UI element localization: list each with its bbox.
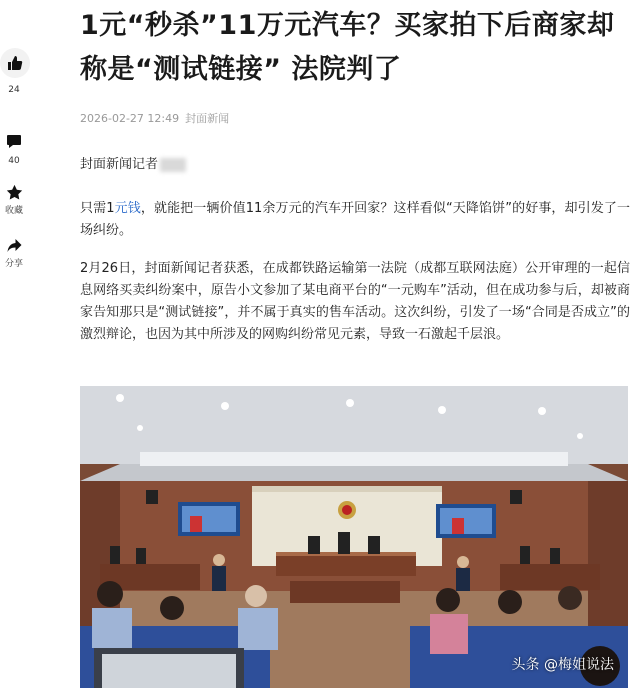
action-sidebar <box>0 0 38 688</box>
byline <box>80 156 630 174</box>
comment-count: 40 <box>8 156 20 166</box>
byline-text: 封面新闻记者 <box>80 157 159 172</box>
comment-button[interactable] <box>0 133 28 166</box>
like-icon-circle <box>0 48 30 78</box>
comment-icon <box>6 133 22 149</box>
like-count: 24 <box>8 85 20 95</box>
share-icon <box>6 238 23 254</box>
like-button[interactable] <box>0 48 28 95</box>
publish-date: 2026-02-27 12:49 <box>80 112 180 125</box>
article-meta <box>80 112 630 126</box>
blurred-name <box>160 158 186 172</box>
paragraph-1 <box>80 198 630 242</box>
star-icon <box>6 184 23 201</box>
source-link[interactable]: 封面新闻 <box>185 112 230 125</box>
collect-label: 收藏 <box>4 206 23 216</box>
image-watermark: 头条 @梅姐说法 <box>511 657 614 673</box>
courtroom-scene <box>80 386 628 688</box>
paragraph-1-start: 只需1 <box>80 201 115 216</box>
paragraph-2: 2月26日，封面新闻记者获悉，在成都铁路运输第一法院（成都互联网法庭）公开审理的一起信息网络买卖纠纷案中，原告小文参加了某电商平台的“一元购车”活动，但在成功参与后，却被商家告知那只是“测试链接”，并不属于真实的售车活动。这次纠纷，引发了一场“合同是否成立”的激烈辩论，也因为其中所涉及的网购纠纷常见元素，导致一石激起千层浪。 <box>80 261 630 342</box>
paragraph-1-rest: ，就能把一辆价值11余万元的汽车开回家？这样看似“天降馅饼”的好事，却引发了一场纠纷。 <box>80 201 630 238</box>
thumbs-up-icon <box>7 55 23 71</box>
price-link[interactable]: 元钱 <box>114 201 141 216</box>
collect-button[interactable] <box>0 184 28 216</box>
share-button[interactable] <box>0 238 28 269</box>
courtroom-photo[interactable] <box>80 386 628 688</box>
share-label: 分享 <box>4 259 23 269</box>
article-main <box>80 0 630 346</box>
article-title: 1元“秒杀”11万元汽车？买家拍下后商家却称是“测试链接” 法院判了 <box>80 10 615 85</box>
